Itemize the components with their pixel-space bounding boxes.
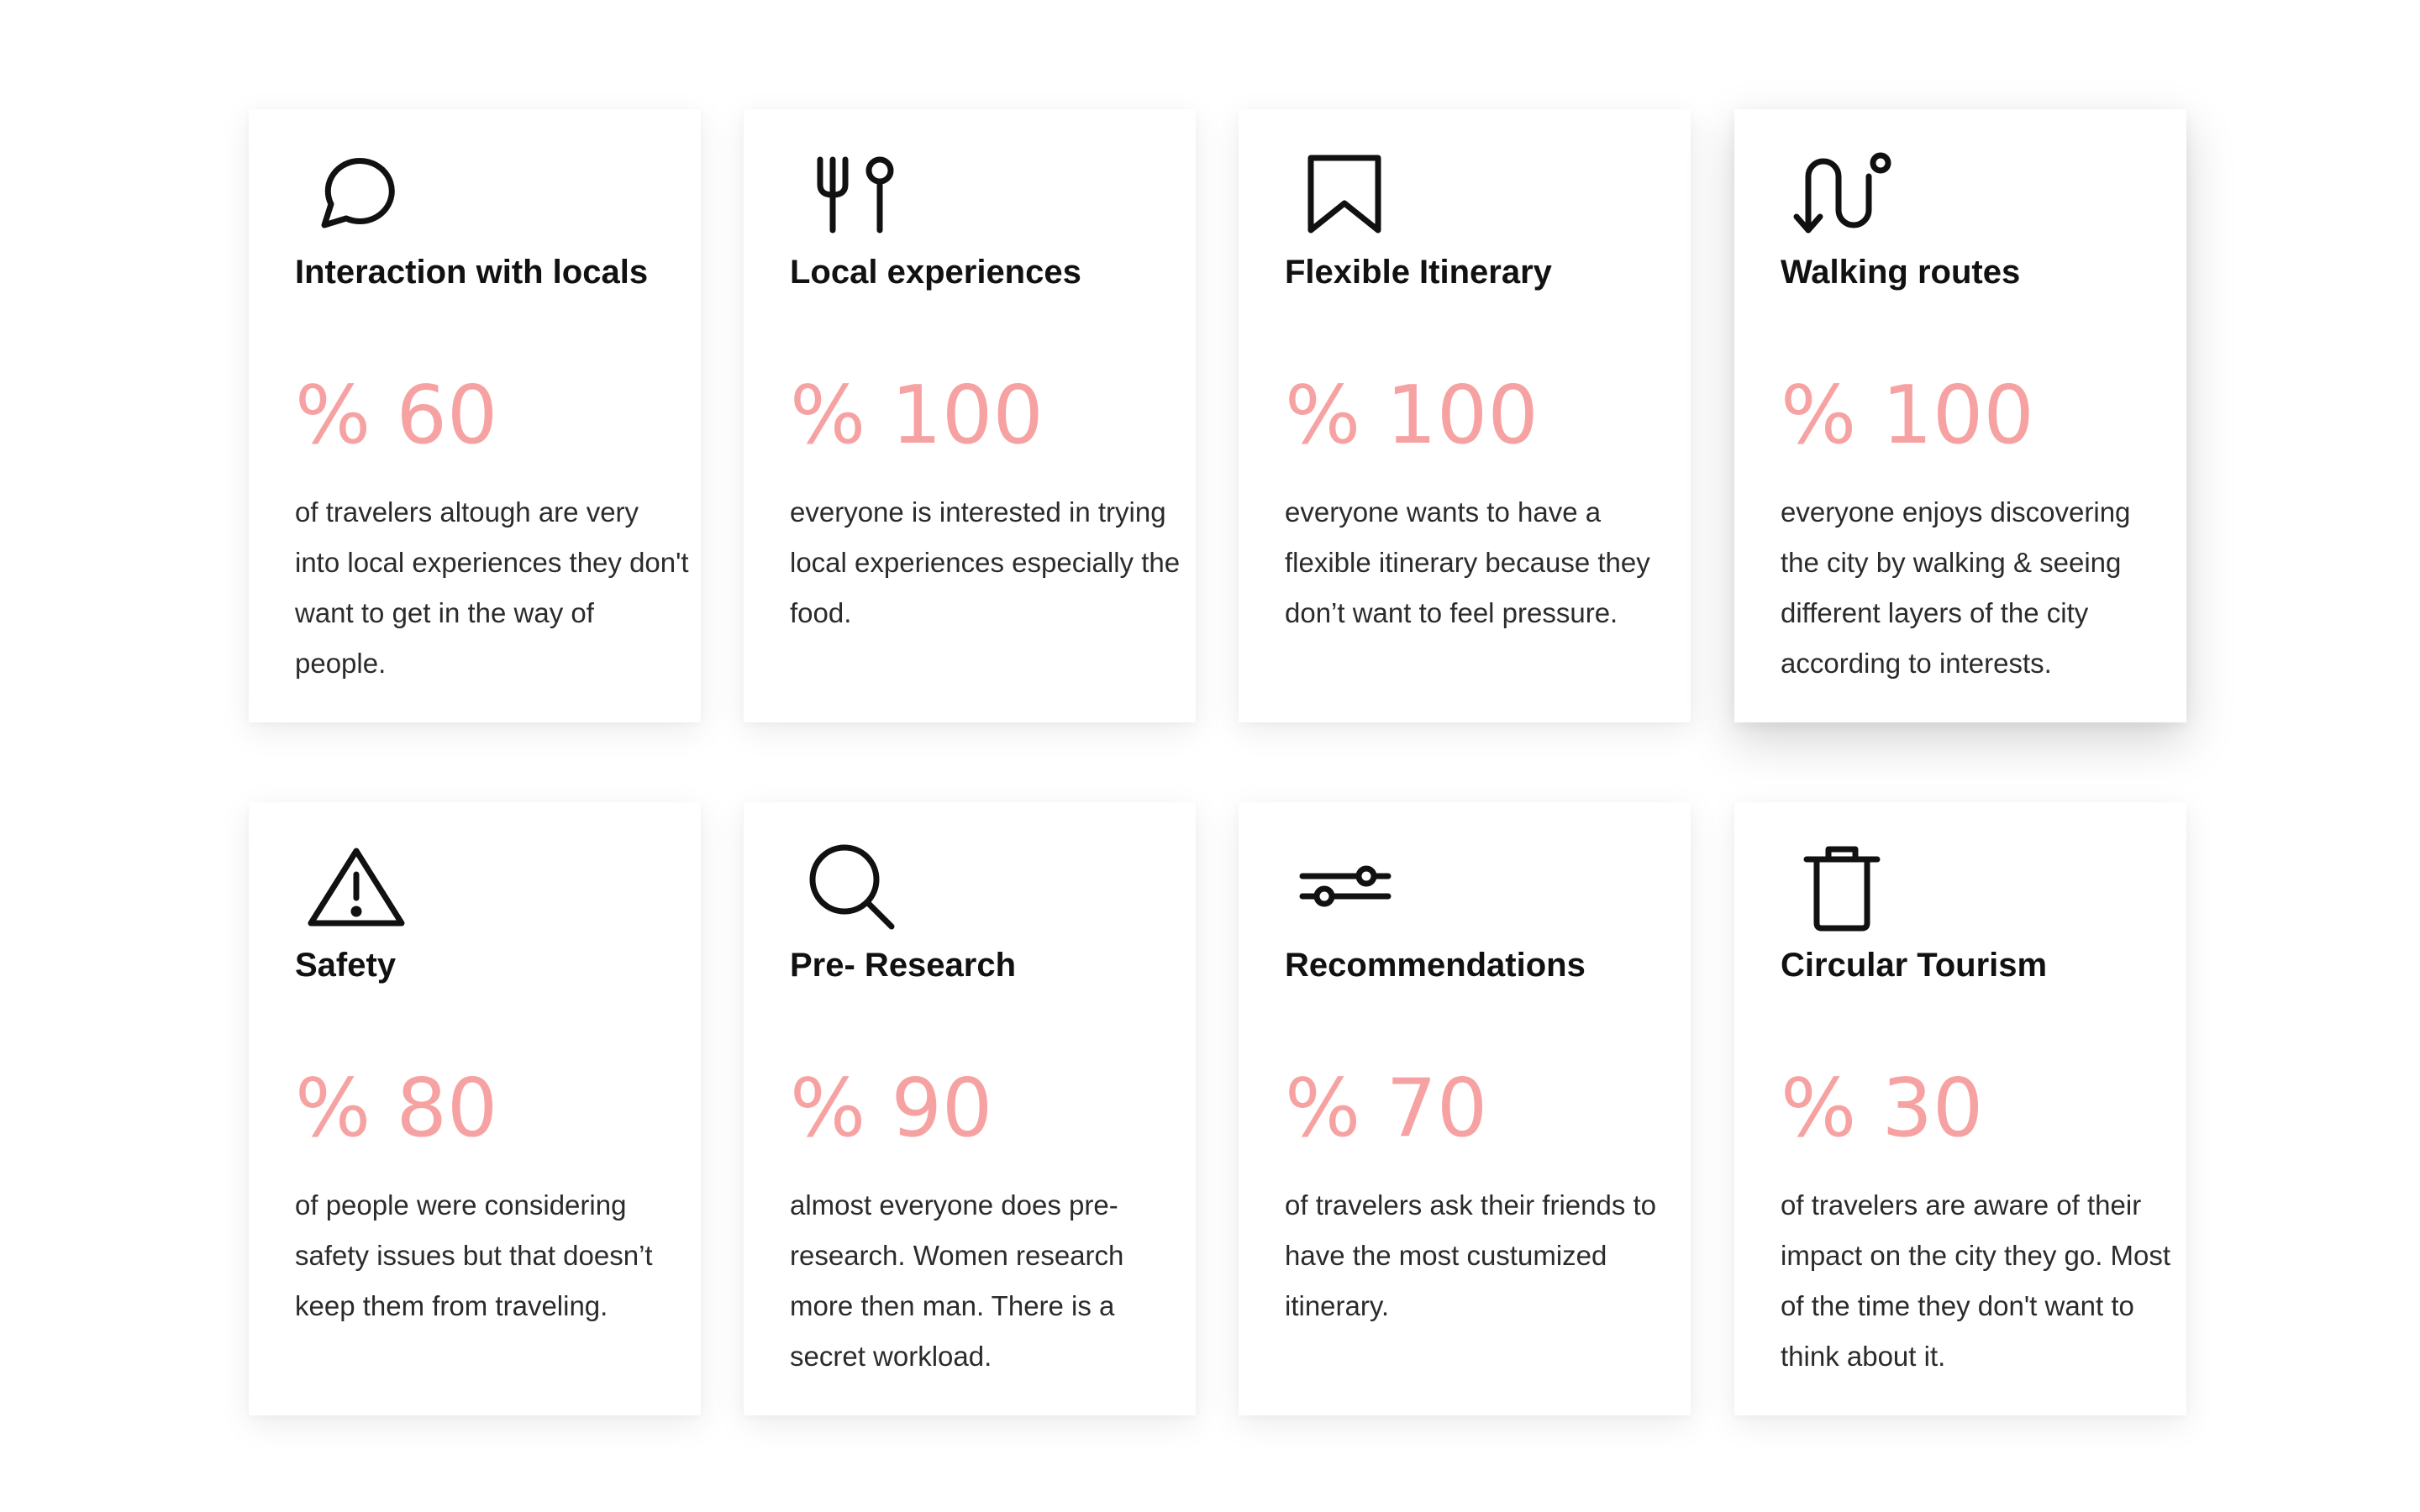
card-description: everyone enjoys discovering the city by walking & seeing different layers of the city according to interests.	[1781, 496, 2131, 679]
card-stat: % 70	[1285, 1063, 1488, 1155]
sliders-icon	[1296, 836, 1397, 937]
card-description: of travelers are aware of their impact on the city they go. Most of the time they don't want to think about it.	[1781, 1189, 2171, 1372]
card-description: of people were considering safety issues but that doesn’t keep them from traveling.	[295, 1189, 653, 1321]
card-stat: % 100	[1781, 370, 2034, 462]
insight-card-safety	[249, 802, 701, 1415]
card-title: Walking routes	[1781, 254, 2021, 291]
trash-icon	[1791, 836, 1892, 937]
insight-card-walking-routes	[1734, 109, 2186, 722]
fork-spoon-icon	[801, 143, 902, 244]
card-title: Safety	[295, 947, 397, 984]
chat-bubble-icon	[306, 143, 407, 244]
card-title: Recommendations	[1285, 947, 1586, 984]
card-stat: % 80	[295, 1063, 498, 1155]
search-icon	[801, 836, 902, 937]
bookmark-icon	[1296, 143, 1397, 244]
card-description: everyone is interested in trying local experiences especially the food.	[790, 496, 1181, 628]
card-description: everyone wants to have a flexible itinerary because they don’t want to feel pressure.	[1285, 496, 1650, 628]
insight-card-pre-research	[744, 802, 1196, 1415]
insight-card-circular-tourism	[1734, 802, 2186, 1415]
insight-card-local-experiences	[744, 109, 1196, 722]
card-description: almost everyone does pre-research. Women research more then man. There is a secret workload.	[790, 1189, 1124, 1372]
card-stat: % 90	[790, 1063, 993, 1155]
warning-icon	[306, 836, 407, 937]
route-icon	[1791, 143, 1892, 244]
card-title: Interaction with locals	[295, 254, 649, 291]
card-description: of travelers altough are very into local experiences they don't want to get in the way of people.	[295, 496, 689, 679]
card-title: Local experiences	[790, 254, 1081, 291]
card-stat: % 30	[1781, 1063, 1984, 1155]
insight-card-recommendations	[1239, 802, 1691, 1415]
insight-card-flexible-itinerary	[1239, 109, 1691, 722]
card-stat: % 100	[1285, 370, 1539, 462]
card-title: Flexible Itinerary	[1285, 254, 1552, 291]
card-description: of travelers ask their friends to have the most custumized itinerary.	[1285, 1189, 1657, 1321]
insight-card-interaction-with-locals	[249, 109, 701, 722]
card-stat: % 100	[790, 370, 1044, 462]
card-stat: % 60	[295, 370, 498, 462]
card-title: Circular Tourism	[1781, 947, 2048, 984]
card-title: Pre- Research	[790, 947, 1017, 984]
